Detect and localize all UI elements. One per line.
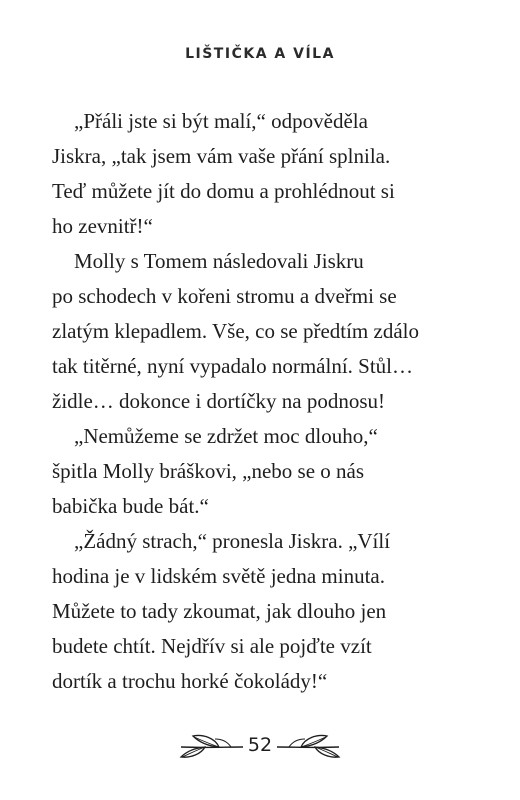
text-line: židle… dokonce i dortíčky na podnosu! [52, 389, 386, 413]
text-line: zlatým klepadlem. Vše, co se předtím zdálo [52, 319, 419, 343]
text-line: dortík a trochu horké čokolády!“ [52, 669, 328, 693]
text-line: Teď můžete jít do domu a prohlédnout si [52, 179, 395, 203]
running-title: LIŠTIČKA A VÍLA [185, 46, 335, 62]
text-line: ho zevnitř!“ [52, 214, 153, 238]
text-line: Můžete to tady zkoumat, jak dlouho jen [52, 599, 387, 623]
text-line: tak titěrné, nyní vypadalo normální. Stůl… [52, 354, 414, 378]
text-line: „Nemůžeme se zdržet moc dlouho,“ [74, 424, 378, 448]
paragraph-4 [52, 524, 462, 699]
text-line: hodina je v lidském světě jedna minuta. [52, 564, 386, 588]
text-line: Jiskra, „tak jsem vám vaše přání splnila. [52, 144, 391, 168]
text-line: babička bude bát.“ [52, 494, 209, 518]
text-line: špitla Molly bráškovi, „nebo se o nás [52, 459, 365, 483]
text-line: budete chtít. Nejdřív si ale pojďte vzít [52, 634, 372, 658]
leaf-sprig-icon [275, 730, 345, 764]
text-line: Molly s Tomem následovali Jiskru [74, 249, 364, 273]
paragraph-2 [52, 244, 462, 419]
text-line: „Přáli jste si být malí,“ odpověděla [74, 109, 368, 133]
paragraph-1 [52, 104, 462, 244]
text-line: „Žádný strach,“ pronesla Jiskra. „Vílí [74, 529, 391, 553]
leaf-sprig-icon [175, 730, 245, 764]
page-footer [0, 728, 520, 768]
paragraph-3 [52, 419, 462, 524]
text-line: po schodech v kořeni stromu a dveřmi se [52, 284, 397, 308]
body-text [52, 104, 462, 699]
page-number: 52 [247, 734, 273, 756]
